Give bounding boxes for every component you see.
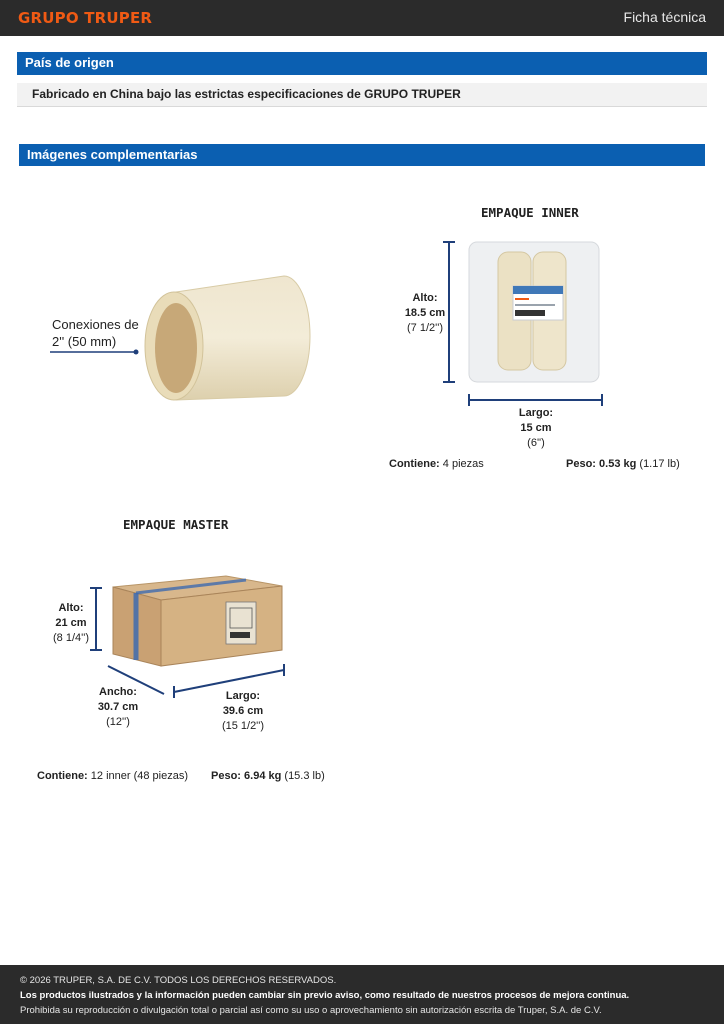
- box-front: [161, 586, 282, 666]
- master-ancho-imperial: (12''): [106, 716, 130, 728]
- footer-copyright: © 2026 TRUPER, S.A. DE C.V. TODOS LOS DERECHOS RESERVADOS.: [20, 975, 337, 986]
- coupling-illustration: [48, 270, 318, 410]
- master-ancho-label: [90, 685, 146, 730]
- master-peso: [211, 769, 325, 784]
- inner-alto-label: [400, 291, 450, 336]
- inner-contiene-value: 4 piezas: [442, 458, 484, 470]
- inner-peso-imperial: (1.17 lb): [639, 458, 680, 470]
- pipe-inner: [155, 303, 197, 393]
- master-peso-imperial: (15.3 lb): [284, 770, 325, 782]
- footer-legal: Prohibida su reproducción o divulgación total o parcial así como su uso o aprovechamiento sin autorización escrita de Truper, S.A. de C.V.: [20, 1005, 602, 1016]
- master-box-illustration: [86, 568, 296, 700]
- product-label-line1: Conexiones de: [52, 317, 139, 332]
- inner-alto-imperial: (7 1/2''): [407, 322, 443, 334]
- inner-contiene-label: Contiene:: [389, 458, 440, 470]
- leader-dot: [134, 350, 139, 355]
- master-alto-imperial: (8 1/4''): [53, 632, 89, 644]
- inner-largo-imperial: (6''): [527, 437, 545, 449]
- master-peso-label: Peso:: [211, 770, 241, 782]
- inner-alto-title: Alto:: [412, 292, 438, 304]
- master-contiene-value: 12 inner (48 piezas): [90, 770, 189, 782]
- master-largo-metric: 39.6 cm: [222, 705, 264, 717]
- master-largo-title: Largo:: [225, 690, 261, 702]
- images-section-title: Imágenes complementarias: [19, 144, 705, 166]
- product-label-line2: 2'' (50 mm): [52, 334, 117, 349]
- inner-largo-title: Largo:: [518, 407, 554, 419]
- inner-package-title: EMPAQUE INNER: [481, 205, 579, 220]
- master-ancho-metric: 30.7 cm: [97, 701, 139, 713]
- master-alto-metric: 21 cm: [55, 617, 87, 629]
- inner-package-illustration: [438, 236, 618, 408]
- master-contiene: [37, 769, 188, 784]
- inner-largo-label: [506, 406, 566, 451]
- inner-alto-metric: 18.5 cm: [404, 307, 446, 319]
- footer-notice: Los productos ilustrados y la información pueden cambiar sin previo aviso, como resultado de nuestros procesos de mejora continua.: [20, 990, 630, 1001]
- brand-logo: GRUPO TRUPER: [18, 9, 153, 27]
- master-contiene-label: Contiene:: [37, 770, 88, 782]
- master-peso-value: 6.94 kg: [244, 770, 282, 782]
- inner-peso-value: 0.53 kg: [599, 458, 637, 470]
- origin-section-title: País de origen: [17, 52, 707, 75]
- origin-text: Fabricado en China bajo las estrictas especificaciones de GRUPO TRUPER: [17, 83, 707, 107]
- master-largo-imperial: (15 1/2''): [221, 720, 265, 732]
- document-type: Ficha técnica: [623, 9, 706, 25]
- inner-peso: [566, 457, 680, 472]
- inner-peso-label: Peso:: [566, 458, 596, 470]
- master-ancho-title: Ancho:: [99, 686, 137, 698]
- master-package-title: EMPAQUE MASTER: [123, 517, 229, 532]
- inner-contiene: [389, 457, 484, 472]
- top-bar: [0, 0, 724, 36]
- inner-largo-metric: 15 cm: [520, 422, 552, 434]
- master-largo-label: [213, 689, 273, 734]
- footer: [0, 965, 724, 1024]
- master-alto-label: [48, 601, 94, 646]
- master-alto-title: Alto:: [58, 602, 84, 614]
